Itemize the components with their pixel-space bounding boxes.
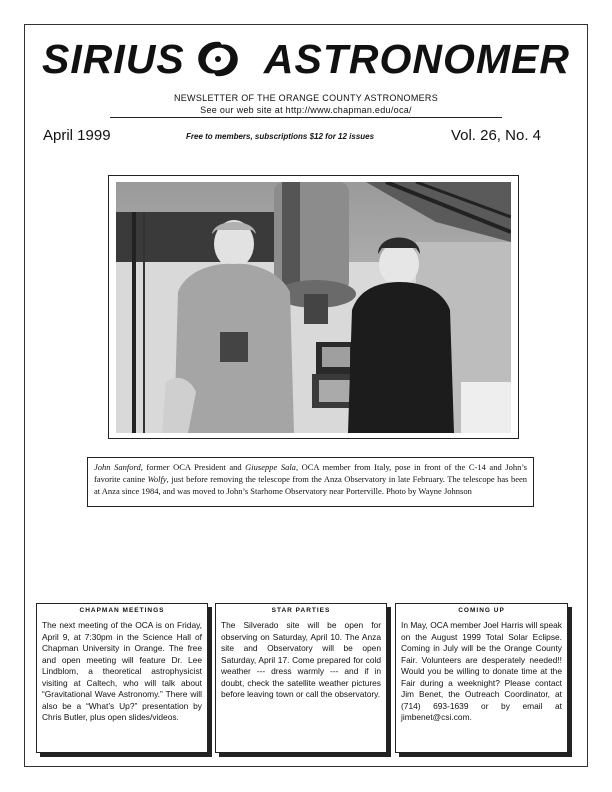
photo-caption — [87, 457, 534, 507]
caption-text-3: , just before removing the telescope from the Anza Observatory in late February. The telescope has been at Anza since 1984, and was moved to John’s Starhome Observatory near Porterville. Photo by Wayne Johnson — [94, 474, 528, 496]
star-parties-box — [215, 603, 387, 753]
masthead-title-right: ASTRONOMER — [263, 36, 570, 82]
issue-volume: Vol. 26, No. 4 — [450, 127, 541, 144]
header-rule — [110, 117, 502, 118]
masthead — [40, 36, 572, 82]
chapman-meetings-text: The next meeting of the OCA is on Friday, April 9, at 7:30pm in the Science Hall of Chapman University in Orange. The free and open meeting will feature Dr. Lee Lindblom, a theoretical astrophysicist visiting at Caltech, who will talk about “Gravitational Wave Astronomy.” There will also be a “What’s Up?” presentation by Chris Butler, plus open slides/videos. — [42, 620, 202, 722]
coming-up-box — [395, 603, 568, 753]
caption-text-2: , OCA member from Italy, pose in front of the C-14 and John’s favorite canine — [94, 462, 527, 484]
chapman-meetings-box — [36, 603, 208, 753]
website-line: See our web site at http://www.chapman.edu/oca/ — [200, 105, 412, 115]
cover-photo-frame — [108, 175, 519, 439]
star-parties-text: The Silverado site will be open for observing on Saturday, April 10. The Anza site and Observatory will be open Saturday, April 17. Come prepared for cold weather --- dress warmly --- and if in doubt, check the satellite weather pictures before leaving town or call the observatory. — [221, 620, 381, 699]
caption-name-wolfy: Wolfy — [147, 474, 167, 484]
coming-up-text: In May, OCA member Joel Harris will speak on the August 1999 Total Solar Eclipse. Coming in July will be the Orange County Fair. Volunteers are desperately needed!! Would you be willing to donate time at the Fair during a weeknight? Please contact Jim Benet, the Outreach Coordinator, at (714) 693-1639 or by email at jimbenet@csi.com. — [401, 620, 562, 722]
issue-date: April 1999 — [43, 127, 111, 144]
newsletter-subtitle: NEWSLETTER OF THE ORANGE COUNTY ASTRONOMERS — [173, 93, 439, 103]
masthead-title-left: SIRIUS — [42, 36, 185, 82]
star-parties-title: STAR PARTIES — [271, 607, 331, 614]
cover-photo — [116, 182, 511, 433]
chapman-meetings-title: CHAPMAN MEETINGS — [79, 607, 165, 614]
caption-text-1: , former OCA President and — [140, 462, 246, 472]
subscription-note: Free to members, subscriptions $12 for 12 issues — [186, 132, 375, 141]
sirius-swirl-logo-icon — [190, 36, 246, 82]
coming-up-title: COMING UP — [458, 607, 505, 614]
caption-name-sala: Giuseppe Sala — [245, 462, 296, 472]
caption-name-sanford: John Sanford — [94, 462, 141, 472]
